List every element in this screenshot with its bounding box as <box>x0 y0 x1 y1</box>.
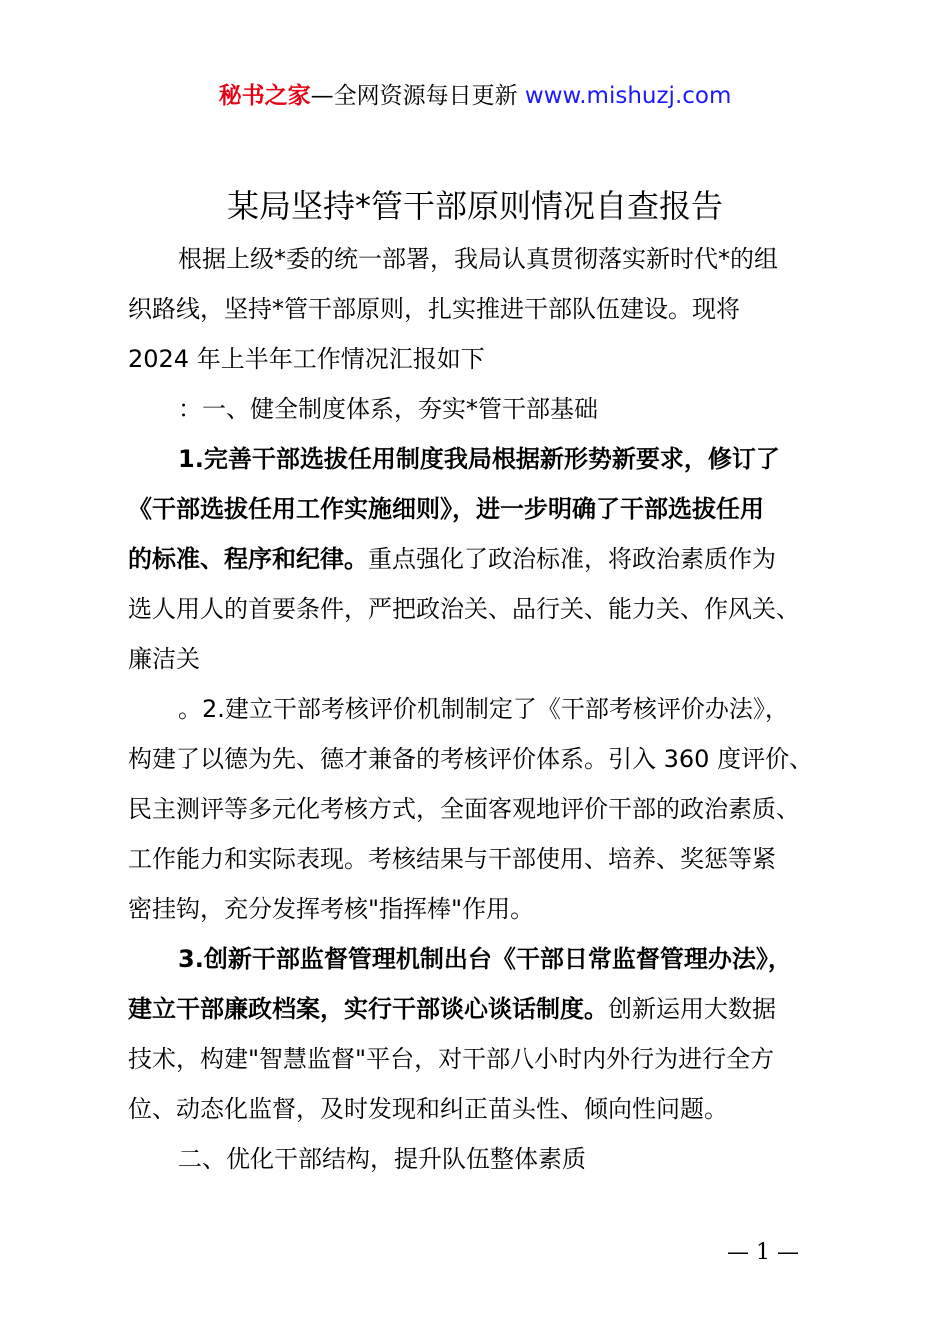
body-line <box>128 1084 840 1134</box>
text-run: 根据上级*委的统一部署，我局认真贯彻落实新时代*的组 <box>178 245 778 273</box>
text-run: 民主测评等多元化考核方式，全面客观地评价干部的政治素质、 <box>128 795 800 823</box>
bold-text-run: 的标准、程序和纪律。 <box>128 545 368 573</box>
text-run: 位、动态化监督，及时发现和纠正苗头性、倾向性问题。 <box>128 1095 728 1123</box>
body-line <box>128 434 840 484</box>
text-run: ：一、健全制度体系，夯实*管干部基础 <box>178 395 598 423</box>
text-run: 构建了以德为先、德才兼备的考核评价体系。引入 360 度评价、 <box>128 745 814 773</box>
site-brand: 秘书之家 <box>218 83 311 109</box>
body-line <box>128 834 840 884</box>
text-run: 织路线，坚持*管干部原则，扎实推进干部队伍建设。现将 <box>128 295 740 323</box>
document-body <box>128 234 840 1184</box>
page-number: — 1 — <box>727 1240 799 1265</box>
body-line <box>128 1034 840 1084</box>
text-run: 技术，构建"智慧监督"平台，对干部八小时内外行为进行全方 <box>128 1045 775 1073</box>
body-line <box>128 284 840 334</box>
body-line <box>128 484 840 534</box>
bold-text-run: 建立干部廉政档案，实行干部谈心谈话制度。 <box>128 995 608 1023</box>
text-run: 密挂钩，充分发挥考核"指挥棒"作用。 <box>128 895 535 923</box>
text-run: 选人用人的首要条件，严把政治关、品行关、能力关、作风关、 <box>128 595 800 623</box>
body-line <box>128 784 840 834</box>
body-line <box>128 684 840 734</box>
text-run: 创新运用大数据 <box>608 995 776 1023</box>
text-run: 工作能力和实际表现。考核结果与干部使用、培养、奖惩等紧 <box>128 845 776 873</box>
text-run: 廉洁关 <box>128 645 200 673</box>
document-title: 某局坚持*管干部原则情况自查报告 <box>226 187 723 225</box>
section-heading <box>128 1134 840 1184</box>
bold-text-run: 3.创新干部监督管理机制出台《干部日常监督管理办法》， <box>178 945 792 973</box>
bold-text-run: 1.完善干部选拔任用制度我局根据新形势新要求，修订了 <box>178 445 780 473</box>
text-run: 2024 年上半年工作情况汇报如下 <box>128 345 485 373</box>
site-header <box>0 80 950 112</box>
text-run: 重点强化了政治标准，将政治素质作为 <box>368 545 776 573</box>
bold-text-run: 《干部选拔任用工作实施细则》，进一步明确了干部选拔任用 <box>128 495 764 523</box>
body-line <box>128 534 840 584</box>
body-line <box>128 584 840 634</box>
body-line <box>128 634 840 684</box>
site-tagline: —全网资源每日更新 <box>310 83 518 109</box>
body-line <box>128 234 840 284</box>
body-line <box>128 884 840 934</box>
site-url-link[interactable]: www.mishuzj.com <box>524 83 732 109</box>
body-line <box>128 734 840 784</box>
section-heading <box>128 384 840 434</box>
text-run: 二、优化干部结构，提升队伍整体素质 <box>178 1145 586 1173</box>
body-line <box>128 934 840 984</box>
body-line <box>128 334 840 384</box>
body-line <box>128 984 840 1034</box>
text-run: 。2.建立干部考核评价机制制定了《干部考核评价办法》， <box>178 695 789 723</box>
